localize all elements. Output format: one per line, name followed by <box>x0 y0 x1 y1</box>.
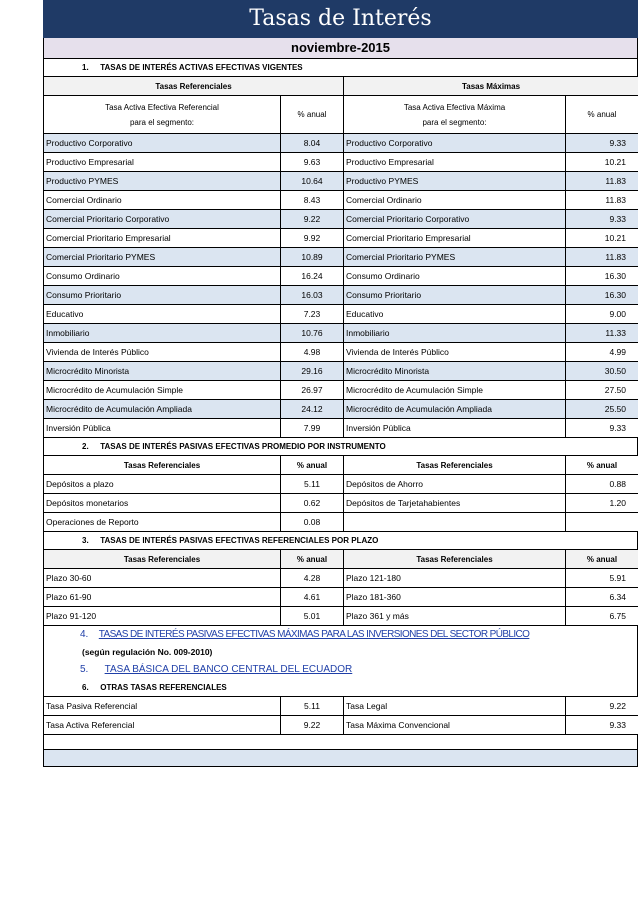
section-number: 6. <box>82 683 89 692</box>
left-subheader <box>44 96 281 134</box>
row-label-left: Depósitos a plazo <box>44 475 281 494</box>
row-value-right: 25.50 <box>566 400 638 419</box>
row-label-right: Comercial Prioritario Corporativo <box>344 210 566 229</box>
section-title: TASAS DE INTERÉS PASIVAS EFECTIVAS MÁXIMAS PARA LAS INVERSIONES DEL SECTOR PÚBLICO <box>98 629 530 640</box>
right-pct-header: % anual <box>566 456 638 475</box>
row-value-right: 9.33 <box>566 419 638 438</box>
row-label-left: Microcrédito de Acumulación Ampliada <box>44 400 281 419</box>
passive-term-table <box>43 549 638 626</box>
regulation-note: (según regulación No. 009-2010) <box>43 644 638 661</box>
section-title: TASA BÁSICA DEL BANCO CENTRAL DEL ECUADOR <box>104 664 353 675</box>
row-value-left: 10.64 <box>281 172 344 191</box>
row-label-left: Comercial Ordinario <box>44 191 281 210</box>
table-row <box>44 134 638 153</box>
row-label-right: Microcrédito de Acumulación Ampliada <box>344 400 566 419</box>
table-row <box>44 419 638 438</box>
row-value-left: 4.61 <box>281 588 344 607</box>
row-label-right: Consumo Ordinario <box>344 267 566 286</box>
table-row <box>44 210 638 229</box>
other-rates-table <box>43 696 638 735</box>
row-value-right: 30.50 <box>566 362 638 381</box>
section-5-link[interactable] <box>43 661 638 679</box>
table-row <box>44 343 638 362</box>
row-value-left: 8.04 <box>281 134 344 153</box>
section-number: 1. <box>82 63 89 72</box>
row-label-right: Inmobiliario <box>344 324 566 343</box>
row-label-left: Productivo PYMES <box>44 172 281 191</box>
row-value-right: 16.30 <box>566 286 638 305</box>
table-row <box>44 248 638 267</box>
active-rates-table <box>43 76 638 438</box>
row-value-left: 9.63 <box>281 153 344 172</box>
row-label-left: Comercial Prioritario PYMES <box>44 248 281 267</box>
right-header: Tasas Referenciales <box>344 550 566 569</box>
table-row <box>44 362 638 381</box>
row-value-left: 10.89 <box>281 248 344 267</box>
right-subheader-line2: para el segmento: <box>422 117 487 127</box>
left-group-header: Tasas Referenciales <box>44 77 344 96</box>
row-value-left: 9.22 <box>281 210 344 229</box>
table-row <box>44 588 638 607</box>
page-title: Tasas de Interés <box>43 0 638 38</box>
row-value-right: 9.22 <box>566 697 638 716</box>
row-value-left: 5.11 <box>281 697 344 716</box>
row-value-right: 11.83 <box>566 191 638 210</box>
row-value-right: 4.99 <box>566 343 638 362</box>
month-label: noviembre-2015 <box>43 38 638 59</box>
row-value-left: 7.99 <box>281 419 344 438</box>
row-value-left: 24.12 <box>281 400 344 419</box>
section-title: TASAS DE INTERÉS PASIVAS EFECTIVAS REFERENCIALES POR PLAZO <box>100 536 379 545</box>
table-row <box>44 513 638 532</box>
row-label-left: Comercial Prioritario Empresarial <box>44 229 281 248</box>
right-header: Tasas Referenciales <box>344 456 566 475</box>
table-row <box>44 324 638 343</box>
table-row <box>44 697 638 716</box>
table-row <box>44 569 638 588</box>
row-value-left: 9.22 <box>281 716 344 735</box>
row-label-left: Operaciones de Reporto <box>44 513 281 532</box>
section-title: OTRAS TASAS REFERENCIALES <box>100 683 227 692</box>
table-row <box>44 716 638 735</box>
row-value-left: 4.28 <box>281 569 344 588</box>
row-label-right: Educativo <box>344 305 566 324</box>
row-label-right: Comercial Prioritario Empresarial <box>344 229 566 248</box>
left-subheader-line2: para el segmento: <box>129 117 195 127</box>
row-label-right: Microcrédito de Acumulación Simple <box>344 381 566 400</box>
row-value-left: 8.43 <box>281 191 344 210</box>
section-number: 5. <box>80 664 89 675</box>
left-header: Tasas Referenciales <box>44 550 281 569</box>
passive-instrument-table <box>43 455 638 532</box>
section-number: 4. <box>80 629 89 640</box>
table-row <box>44 494 638 513</box>
row-label-left: Microcrédito Minorista <box>44 362 281 381</box>
row-value-left: 7.23 <box>281 305 344 324</box>
row-label-left: Productivo Corporativo <box>44 134 281 153</box>
table-row <box>44 229 638 248</box>
section-1-header <box>43 59 638 76</box>
row-label-right: Plazo 121-180 <box>344 569 566 588</box>
row-value-right: 9.33 <box>566 134 638 153</box>
table-row <box>44 607 638 626</box>
left-subheader-line1: Tasa Activa Efectiva Referencial <box>105 102 219 112</box>
row-label-left: Microcrédito de Acumulación Simple <box>44 381 281 400</box>
spacer <box>43 735 638 749</box>
row-value-right: 16.30 <box>566 267 638 286</box>
row-label-left: Inmobiliario <box>44 324 281 343</box>
row-label-right: Tasa Legal <box>344 697 566 716</box>
row-label-left: Tasa Pasiva Referencial <box>44 697 281 716</box>
row-value-right: 11.83 <box>566 172 638 191</box>
row-value-right: 9.33 <box>566 716 638 735</box>
right-subheader-line1: Tasa Activa Efectiva Máxima <box>403 102 506 112</box>
right-group-header: Tasas Máximas <box>344 77 638 96</box>
row-value-left: 0.62 <box>281 494 344 513</box>
row-value-left: 16.24 <box>281 267 344 286</box>
row-value-right: 9.00 <box>566 305 638 324</box>
table-row <box>44 400 638 419</box>
row-label-right: Productivo Empresarial <box>344 153 566 172</box>
row-value-left: 9.92 <box>281 229 344 248</box>
row-value-right: 11.83 <box>566 248 638 267</box>
row-label-left: Comercial Prioritario Corporativo <box>44 210 281 229</box>
row-value-right: 9.33 <box>566 210 638 229</box>
table-row <box>44 305 638 324</box>
footer-bar <box>43 749 638 767</box>
section-4-link[interactable] <box>43 626 638 644</box>
row-value-left: 16.03 <box>281 286 344 305</box>
row-label-right <box>344 513 566 532</box>
table-row <box>44 381 638 400</box>
table-row <box>44 286 638 305</box>
row-label-right: Productivo Corporativo <box>344 134 566 153</box>
row-label-right: Consumo Prioritario <box>344 286 566 305</box>
row-value-right: 27.50 <box>566 381 638 400</box>
row-label-right: Tasa Máxima Convencional <box>344 716 566 735</box>
section-number: 3. <box>82 536 89 545</box>
row-value-left: 26.97 <box>281 381 344 400</box>
row-label-right: Comercial Ordinario <box>344 191 566 210</box>
row-label-right: Plazo 361 y más <box>344 607 566 626</box>
rates-sheet <box>43 0 638 767</box>
table-row <box>44 267 638 286</box>
section-6-header <box>43 679 638 696</box>
row-value-left: 4.98 <box>281 343 344 362</box>
row-value-left: 5.11 <box>281 475 344 494</box>
section-title: TASAS DE INTERÉS ACTIVAS EFECTIVAS VIGENTES <box>100 63 303 72</box>
row-label-right: Comercial Prioritario PYMES <box>344 248 566 267</box>
section-3-header <box>43 532 638 549</box>
row-label-left: Consumo Ordinario <box>44 267 281 286</box>
row-label-left: Vivienda de Interés Público <box>44 343 281 362</box>
row-label-right: Microcrédito Minorista <box>344 362 566 381</box>
section-title: TASAS DE INTERÉS PASIVAS EFECTIVAS PROMEDIO POR INSTRUMENTO <box>100 442 386 451</box>
left-pct-header: % anual <box>281 456 344 475</box>
row-value-right: 10.21 <box>566 229 638 248</box>
row-label-left: Consumo Prioritario <box>44 286 281 305</box>
row-value-right: 11.33 <box>566 324 638 343</box>
row-label-left: Plazo 61-90 <box>44 588 281 607</box>
row-value-right: 6.75 <box>566 607 638 626</box>
left-pct-header: % anual <box>281 550 344 569</box>
row-label-right: Productivo PYMES <box>344 172 566 191</box>
left-header: Tasas Referenciales <box>44 456 281 475</box>
row-value-right <box>566 513 638 532</box>
row-value-left: 10.76 <box>281 324 344 343</box>
row-label-left: Depósitos monetarios <box>44 494 281 513</box>
row-value-right: 6.34 <box>566 588 638 607</box>
row-label-left: Educativo <box>44 305 281 324</box>
row-label-left: Productivo Empresarial <box>44 153 281 172</box>
row-value-right: 5.91 <box>566 569 638 588</box>
row-value-left: 29.16 <box>281 362 344 381</box>
table-row <box>44 191 638 210</box>
section-2-header <box>43 438 638 455</box>
row-label-left: Inversión Pública <box>44 419 281 438</box>
row-value-left: 0.08 <box>281 513 344 532</box>
row-label-right: Plazo 181-360 <box>344 588 566 607</box>
row-label-right: Depósitos de Tarjetahabientes <box>344 494 566 513</box>
row-value-left: 5.01 <box>281 607 344 626</box>
table-row <box>44 475 638 494</box>
row-label-left: Tasa Activa Referencial <box>44 716 281 735</box>
left-pct-header: % anual <box>281 96 344 134</box>
right-pct-header: % anual <box>566 550 638 569</box>
row-label-right: Vivienda de Interés Público <box>344 343 566 362</box>
row-label-left: Plazo 91-120 <box>44 607 281 626</box>
row-value-right: 10.21 <box>566 153 638 172</box>
row-label-right: Inversión Pública <box>344 419 566 438</box>
row-value-right: 0.88 <box>566 475 638 494</box>
right-pct-header: % anual <box>566 96 638 134</box>
table-row <box>44 172 638 191</box>
section-number: 2. <box>82 442 89 451</box>
row-value-right: 1.20 <box>566 494 638 513</box>
table-row <box>44 153 638 172</box>
row-label-right: Depósitos de Ahorro <box>344 475 566 494</box>
right-subheader <box>344 96 566 134</box>
row-label-left: Plazo 30-60 <box>44 569 281 588</box>
